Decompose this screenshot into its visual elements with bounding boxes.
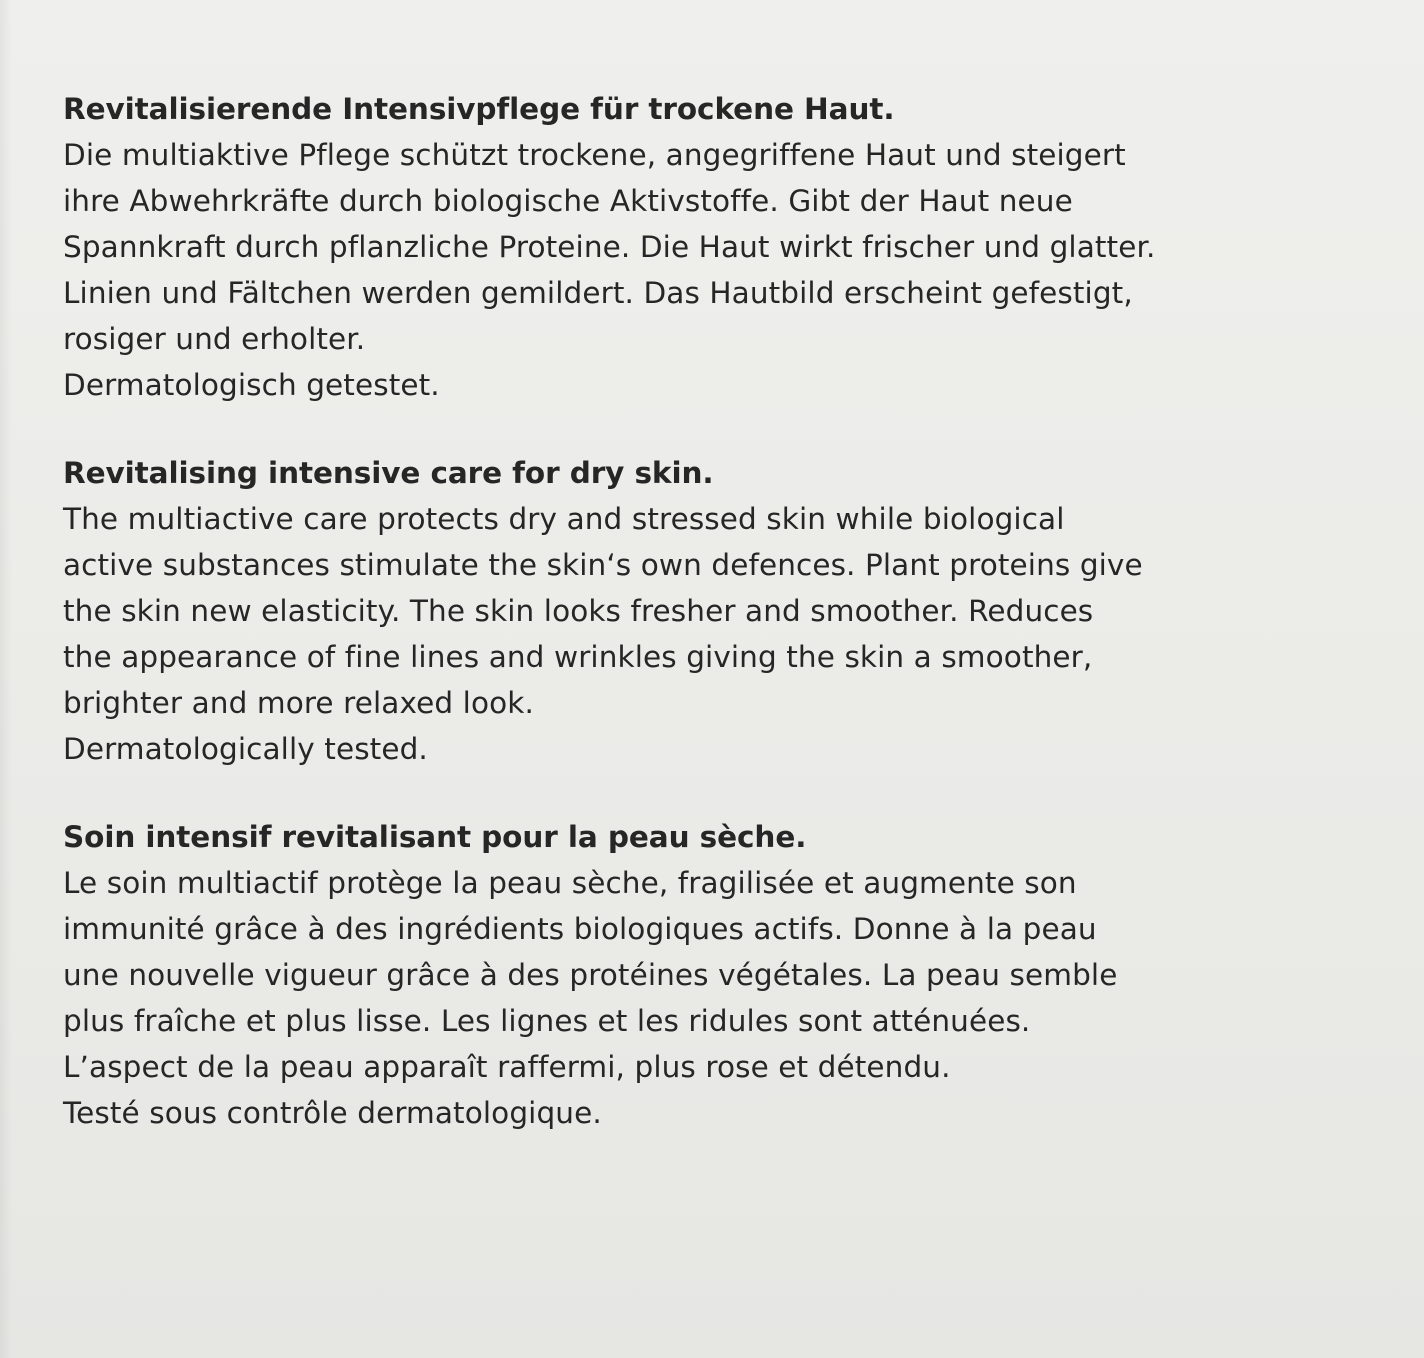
section-title-french: Soin intensif revitalisant pour la peau sèche. <box>63 820 807 854</box>
section-title-german: Revitalisierende Intensivpflege für trockene Haut. <box>63 92 895 126</box>
body-line: immunité grâce à des ingrédients biologiques actifs. Donne à la peau <box>63 912 1097 946</box>
section-german <box>63 86 1403 408</box>
body-line: Dermatologically tested. <box>63 732 428 766</box>
section-english <box>63 450 1403 772</box>
body-line: the skin new elasticity. The skin looks fresher and smoother. Reduces <box>63 594 1094 628</box>
body-line: rosiger und erholter. <box>63 322 366 356</box>
section-french <box>63 814 1403 1136</box>
body-line: Linien und Fältchen werden gemildert. Das Hautbild erscheint gefestigt, <box>63 276 1133 310</box>
body-line: Dermatologisch getestet. <box>63 368 440 402</box>
body-line: brighter and more relaxed look. <box>63 686 534 720</box>
body-line: The multiactive care protects dry and stressed skin while biological <box>63 502 1065 536</box>
body-line: ihre Abwehrkräfte durch biologische Aktivstoffe. Gibt der Haut neue <box>63 184 1073 218</box>
paper-edge-shadow <box>0 0 12 1358</box>
body-line: Die multiaktive Pflege schützt trockene, angegriffene Haut und steigert <box>63 138 1126 172</box>
body-line: Testé sous contrôle dermatologique. <box>63 1096 602 1130</box>
body-line: plus fraîche et plus lisse. Les lignes et les ridules sont atténuées. <box>63 1004 1031 1038</box>
product-description-panel <box>63 86 1403 1178</box>
body-line: une nouvelle vigueur grâce à des protéines végétales. La peau semble <box>63 958 1118 992</box>
body-line: the appearance of fine lines and wrinkles giving the skin a smoother, <box>63 640 1093 674</box>
body-line: L’aspect de la peau apparaît raffermi, plus rose et détendu. <box>63 1050 951 1084</box>
body-line: Spannkraft durch pflanzliche Proteine. Die Haut wirkt frischer und glatter. <box>63 230 1156 264</box>
body-line: active substances stimulate the skin‘s own defences. Plant proteins give <box>63 548 1143 582</box>
body-line: Le soin multiactif protège la peau sèche, fragilisée et augmente son <box>63 866 1077 900</box>
section-title-english: Revitalising intensive care for dry skin. <box>63 456 714 490</box>
